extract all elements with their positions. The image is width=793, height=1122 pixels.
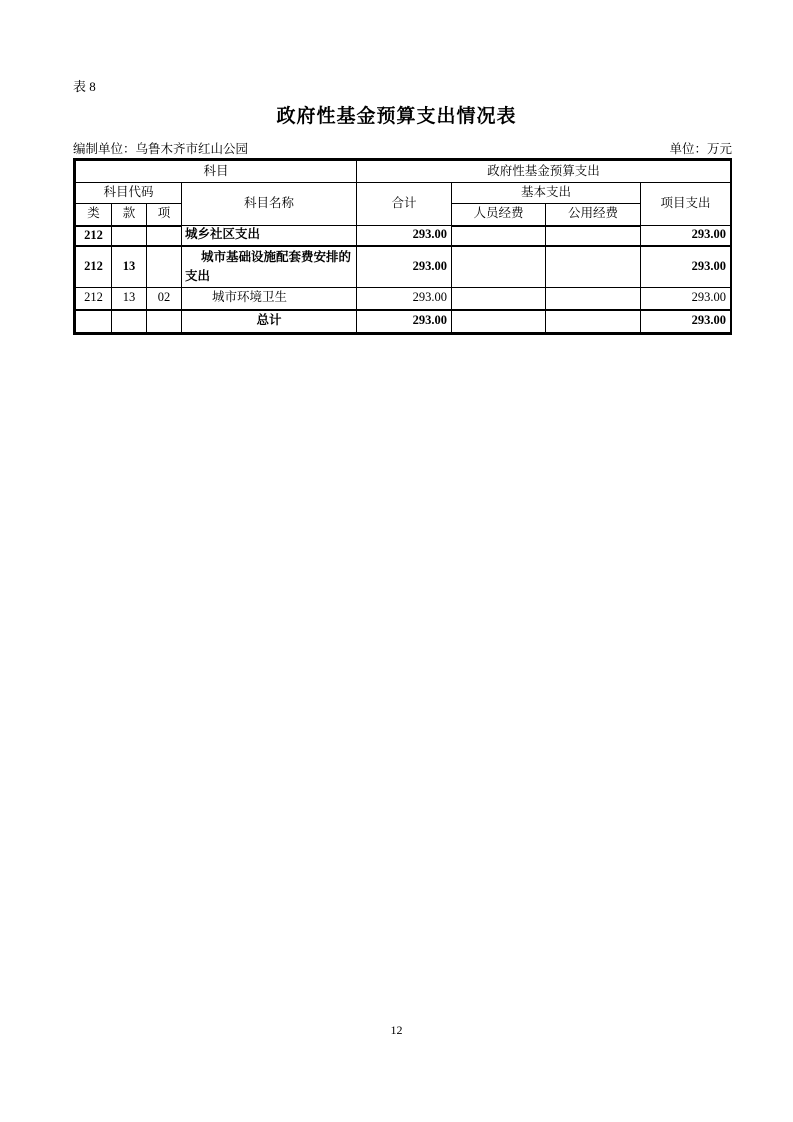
cell-personnel bbox=[452, 288, 546, 310]
cell-total: 293.00 bbox=[357, 288, 452, 310]
budget-table bbox=[73, 158, 732, 335]
header-code-section: 款 bbox=[112, 204, 147, 226]
cell-subject-name: 城市环境卫生 bbox=[182, 288, 357, 310]
cell-project: 293.00 bbox=[641, 310, 731, 333]
cell-total: 293.00 bbox=[357, 310, 452, 333]
cell-code-class: 212 bbox=[76, 226, 112, 246]
header-subject-name: 科目名称 bbox=[182, 183, 357, 226]
cell-public-funds bbox=[546, 246, 641, 288]
cell-personnel bbox=[452, 246, 546, 288]
cell-project: 293.00 bbox=[641, 246, 731, 288]
total-label: 总计 bbox=[182, 310, 357, 333]
page-title: 政府性基金预算支出情况表 bbox=[276, 106, 517, 127]
table-row bbox=[76, 246, 731, 288]
header-code-class: 类 bbox=[76, 204, 112, 226]
cell-code-class: 212 bbox=[76, 246, 112, 288]
cell-total: 293.00 bbox=[357, 226, 452, 246]
header-expenditure-group: 政府性基金预算支出 bbox=[357, 161, 731, 183]
cell-project: 293.00 bbox=[641, 226, 731, 246]
cell-code-item bbox=[147, 226, 182, 246]
cell-code-item bbox=[147, 310, 182, 333]
header-subject-group: 科目 bbox=[76, 161, 357, 183]
header-row-groups bbox=[76, 161, 731, 183]
header-code-group: 科目代码 bbox=[76, 183, 182, 204]
header-basic-group: 基本支出 bbox=[452, 183, 641, 204]
header-project: 项目支出 bbox=[641, 183, 731, 226]
cell-subject-name: 城市基础设施配套费安排的支出 bbox=[182, 246, 357, 288]
header-total: 合计 bbox=[357, 183, 452, 226]
cell-code-item bbox=[147, 246, 182, 288]
cell-code-class: 212 bbox=[76, 288, 112, 310]
cell-personnel bbox=[452, 310, 546, 333]
total-row bbox=[76, 310, 731, 333]
header-row-mid bbox=[76, 183, 731, 204]
cell-code-section: 13 bbox=[112, 288, 147, 310]
cell-personnel bbox=[452, 226, 546, 246]
cell-public-funds bbox=[546, 288, 641, 310]
cell-project: 293.00 bbox=[641, 288, 731, 310]
cell-code-class bbox=[76, 310, 112, 333]
meta-row bbox=[73, 139, 732, 157]
header-personnel: 人员经费 bbox=[452, 204, 546, 226]
table-row bbox=[76, 288, 731, 310]
cell-subject-name: 城乡社区支出 bbox=[182, 226, 357, 246]
cell-public-funds bbox=[546, 226, 641, 246]
cell-code-section bbox=[112, 310, 147, 333]
page-number: 12 bbox=[390, 1023, 403, 1037]
cell-code-section bbox=[112, 226, 147, 246]
cell-code-section: 13 bbox=[112, 246, 147, 288]
prepared-by-label: 编制单位：乌鲁木齐市红山公园 bbox=[73, 142, 249, 156]
cell-code-item: 02 bbox=[147, 288, 182, 310]
cell-public-funds bbox=[546, 310, 641, 333]
table-row bbox=[76, 226, 731, 246]
unit-label: 单位：万元 bbox=[669, 142, 732, 156]
header-public-funds: 公用经费 bbox=[546, 204, 641, 226]
cell-total: 293.00 bbox=[357, 246, 452, 288]
header-code-item: 项 bbox=[147, 204, 182, 226]
table-number-label: 表 8 bbox=[73, 79, 96, 94]
